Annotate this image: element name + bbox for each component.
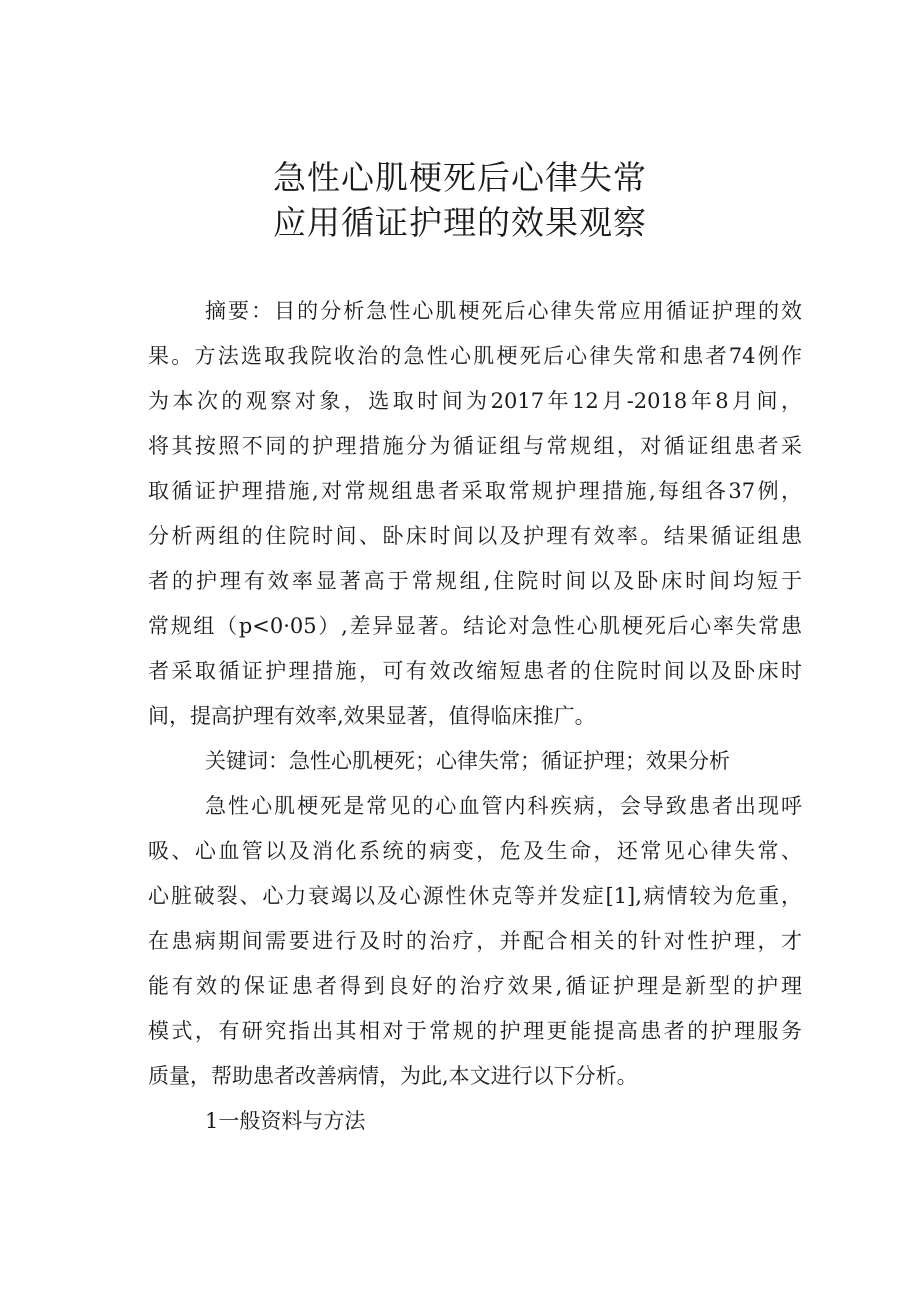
keywords-line: 关键词：急性心肌梗死；心律失常；循证护理；效果分析 [205, 749, 730, 773]
intro-line: 模式，有研究指出其相对于常规的护理更能提高患者的护理服务 [148, 1019, 802, 1043]
abstract-line: 取循证护理措施,对常规组患者采取常规护理措施,每组各37例， [148, 479, 802, 503]
document-title-line-1: 急性心肌梗死后心律失常 [273, 158, 647, 197]
abstract-line: 摘要：目的分析急性心肌梗死后心律失常应用循证护理的效 [205, 299, 802, 323]
intro-line: 吸、心血管以及消化系统的病变，危及生命，还常见心律失常、 [148, 839, 802, 863]
section-heading: 1一般资料与方法 [205, 1109, 366, 1133]
abstract-line: 分析两组的住院时间、卧床时间以及护理有效率。结果循证组患 [148, 524, 802, 548]
abstract-line: 者的护理有效率显著高于常规组,住院时间以及卧床时间均短于 [148, 569, 802, 593]
document-title-line-2: 应用循证护理的效果观察 [273, 203, 647, 242]
abstract-line: 果。方法选取我院收治的急性心肌梗死后心律失常和患者74例作 [148, 344, 802, 368]
intro-line: 急性心肌梗死是常见的心血管内科疾病，会导致患者出现呼 [205, 794, 802, 818]
abstract-line: 者采取循证护理措施，可有效改缩短患者的住院时间以及卧床时 [148, 659, 802, 683]
abstract-line: 常规组（p<0·05）,差异显著。结论对急性心肌梗死后心率失常患 [148, 614, 802, 638]
intro-line: 在患病期间需要进行及时的治疗，并配合相关的针对性护理，才 [148, 929, 802, 953]
abstract-line: 为本次的观察对象，选取时间为2017年12月-2018年8月间， [148, 389, 802, 413]
intro-line: 能有效的保证患者得到良好的治疗效果,循证护理是新型的护理 [148, 974, 802, 998]
abstract-line: 将其按照不同的护理措施分为循证组与常规组，对循证组患者采 [148, 434, 802, 458]
intro-line: 质量，帮助患者改善病情，为此,本文进行以下分析。 [148, 1064, 638, 1088]
abstract-line: 间，提高护理有效率,效果显著，值得临床推广。 [148, 704, 596, 728]
intro-line: 心脏破裂、心力衰竭以及心源性休克等并发症[1],病情较为危重， [148, 884, 802, 908]
